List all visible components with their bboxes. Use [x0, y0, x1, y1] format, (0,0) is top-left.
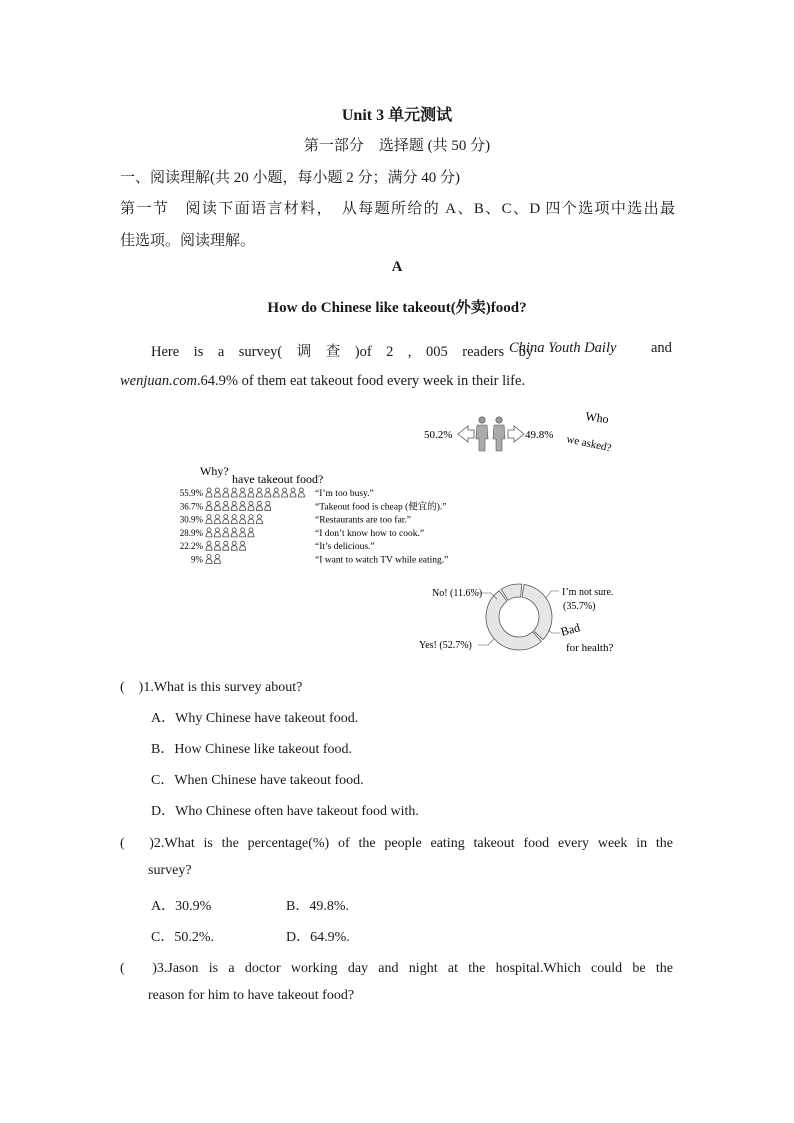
- q1-option-d: D．Who Chinese often have takeout food with.: [151, 804, 419, 819]
- person-icon: [206, 515, 212, 524]
- person-icon: [256, 515, 262, 524]
- leader-line: [478, 639, 494, 645]
- person-icon: [223, 501, 229, 510]
- q2-option-b: B．49.8%.: [286, 899, 349, 914]
- q1-option-c: C．When Chinese have takeout food.: [151, 773, 364, 788]
- person-icon: [248, 515, 254, 524]
- person-icon: [206, 501, 212, 510]
- q1-option-b: B．How Chinese like takeout food.: [151, 742, 353, 757]
- not-sure-label: I’m not sure.: [562, 587, 614, 598]
- source-wenjuan: wenjuan.com: [120, 373, 197, 389]
- person-icon: [214, 528, 220, 537]
- person-icon: [240, 541, 246, 550]
- left-arrow-icon: [458, 426, 474, 442]
- person-icon: [223, 528, 229, 537]
- instruction-line-1: 第一节 阅读下面语言材料， 从每题所给的 A、B、C、D 四个选项中选出最: [120, 201, 675, 217]
- question-2: ( )2.What is the percentage(%) of the people eating takeout food every week in the: [120, 836, 673, 851]
- person-icon: [206, 528, 212, 537]
- reason-text: “I want to watch TV while eating.”: [315, 555, 449, 566]
- reason-text: “I’m too busy.”: [315, 489, 374, 499]
- person-icon: [214, 515, 220, 524]
- passage-text-start: Here is a survey( 调 查 )of 2 , 005 readers by: [151, 344, 534, 360]
- female-percent: 50.2%: [424, 429, 453, 441]
- male-person-icon: [493, 417, 505, 451]
- have-takeout-label: have takeout food?: [232, 472, 324, 486]
- section-heading: 一、阅读理解(共 20 小题，每小题 2 分；满分 40 分): [120, 170, 460, 186]
- person-icon: [248, 528, 254, 537]
- passage-text-line-2: [120, 373, 525, 390]
- leader-line: [546, 591, 559, 598]
- why-label: Why?: [200, 464, 229, 478]
- right-arrow-icon: [508, 426, 524, 442]
- person-icon: [248, 501, 254, 510]
- question-2-cont: survey?: [148, 863, 192, 878]
- source-china-youth-daily: China Youth Daily: [509, 340, 617, 356]
- yes-label: Yes! (52.7%): [419, 640, 472, 651]
- reason-percent: 22.2%: [179, 541, 203, 552]
- reason-percent: 55.9%: [179, 488, 203, 498]
- reason-percent: 9%: [191, 554, 203, 565]
- q2-option-c: C．50.2%.: [151, 930, 214, 945]
- person-icon: [256, 501, 262, 510]
- person-icon: [290, 488, 296, 497]
- unit-title: Unit 3 单元测试: [341, 107, 453, 124]
- health-donut-chart: [478, 584, 560, 650]
- q1-option-a: A．Why Chinese have takeout food.: [151, 711, 359, 726]
- donut-slice-i-m-not-sure: [522, 584, 552, 639]
- reason-percent: 36.7%: [179, 501, 203, 512]
- person-icon: [206, 555, 212, 564]
- person-icon: [265, 488, 271, 497]
- person-icon: [214, 501, 220, 510]
- person-icon: [206, 541, 212, 550]
- person-icon: [282, 488, 288, 497]
- for-health-label: for health?: [566, 642, 614, 654]
- reason-text: “It’s delicious.”: [315, 542, 375, 553]
- male-percent: 49.8%: [525, 429, 554, 441]
- reason-text: “I don’t know how to cook.”: [315, 528, 425, 539]
- passage-label: A: [391, 259, 403, 275]
- person-icon: [223, 541, 229, 550]
- bad-label: Bad: [559, 620, 582, 639]
- person-icon: [256, 488, 262, 497]
- person-icon: [223, 488, 229, 497]
- person-icon: [248, 488, 254, 497]
- q2-option-d: D．64.9%.: [286, 930, 350, 945]
- person-icon: [231, 501, 237, 510]
- person-icon: [273, 488, 279, 497]
- passage-text-end: .64.9% of them eat takeout food every week in their life.: [196, 373, 526, 389]
- person-icon: [240, 528, 246, 537]
- passage-text: [151, 340, 533, 361]
- leader-line: [548, 630, 560, 633]
- person-icon: [214, 488, 220, 497]
- person-icon: [214, 555, 220, 564]
- female-person-icon: [476, 417, 488, 451]
- person-icon: [265, 501, 271, 510]
- question-3: ( )3.Jason is a doctor working day and night at the hospital.Which could be the: [120, 961, 673, 976]
- person-icon: [206, 488, 212, 497]
- passage-title: How do Chinese like takeout(外卖)food?: [267, 300, 527, 316]
- reason-percent: 30.9%: [179, 514, 203, 525]
- reasons-chart: [180, 488, 449, 566]
- no-label: No! (11.6%): [432, 588, 483, 599]
- person-icon: [214, 541, 220, 550]
- person-icon: [231, 488, 237, 497]
- survey-infographic: [0, 395, 794, 665]
- question-1: ( )1.What is this survey about?: [120, 680, 303, 695]
- person-icon: [240, 515, 246, 524]
- person-icon: [231, 528, 237, 537]
- not-sure-percent: (35.7%): [563, 601, 596, 612]
- reason-text: “Takeout food is cheap (便宜的).”: [315, 502, 447, 513]
- person-icon: [231, 515, 237, 524]
- passage-and: and: [651, 340, 672, 356]
- who-label: Who: [584, 409, 610, 427]
- part-heading: 第一部分 选择题 (共 50 分): [303, 138, 491, 154]
- we-asked-label: we asked?: [565, 433, 613, 455]
- person-icon: [240, 488, 246, 497]
- q2-option-a: A．30.9%: [151, 899, 212, 914]
- person-icon: [298, 488, 304, 497]
- instruction-line-2: 佳选项。阅读理解。: [120, 233, 256, 249]
- reason-percent: 28.9%: [179, 527, 203, 538]
- reason-text: “Restaurants are too far.”: [315, 515, 412, 526]
- person-icon: [231, 541, 237, 550]
- person-icon: [223, 515, 229, 524]
- question-3-cont: reason for him to have takeout food?: [148, 988, 355, 1003]
- person-icon: [240, 501, 246, 510]
